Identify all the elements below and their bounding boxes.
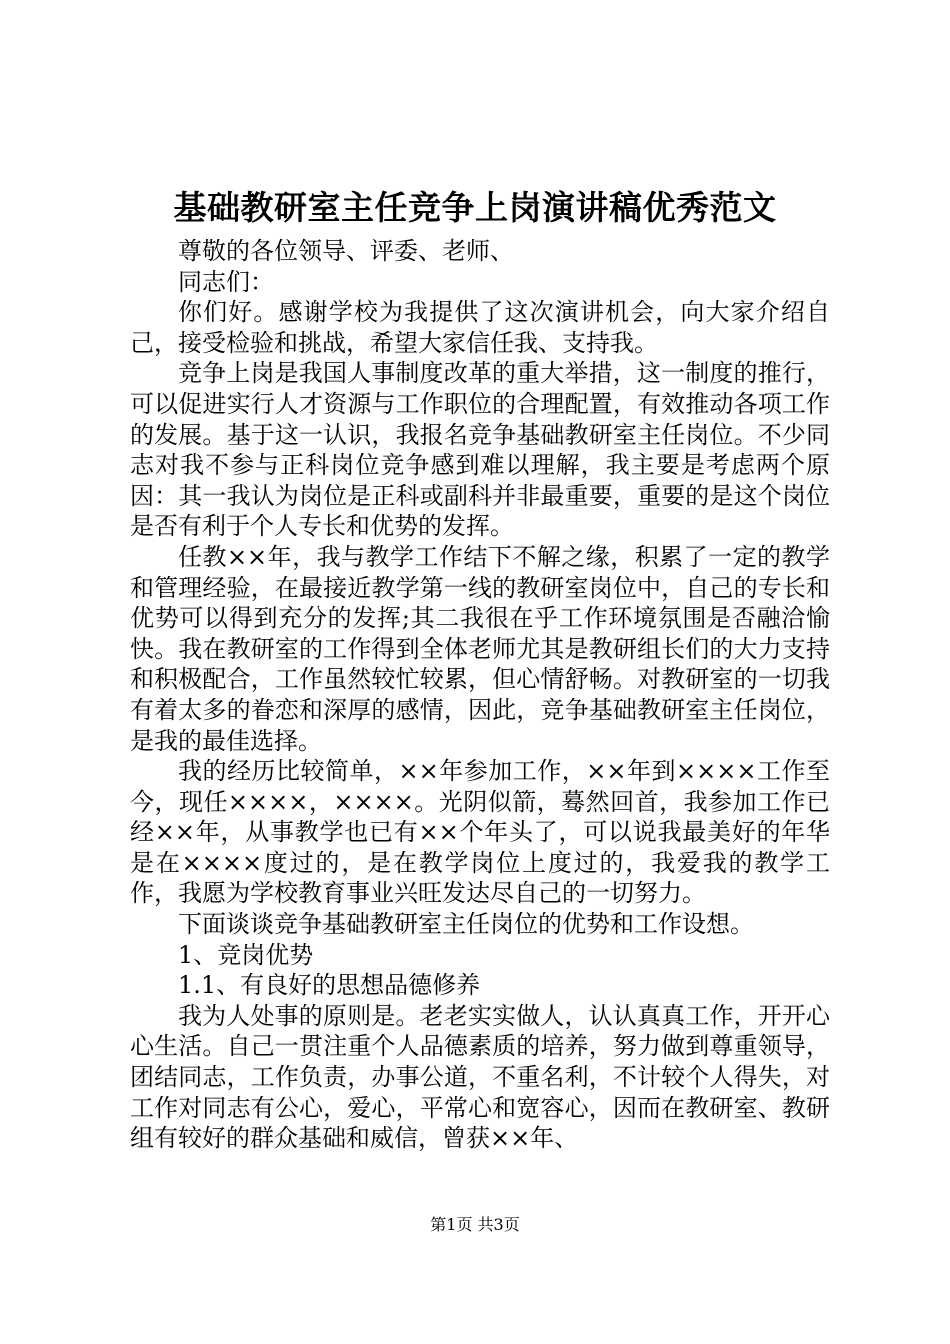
- body-paragraph: 下面谈谈竞争基础教研室主任岗位的优势和工作设想。: [178, 910, 754, 939]
- body-paragraph: 任教××年，我与教学工作结下不解之缘，积累了一定的教学和管理经验，在最接近教学第一线的教研室岗位中，自己的专长和优势可以得到充分的发挥;其二我很在乎工作环境氛围是否融洽愉快。我在教研室的工作得到全体老师尤其是教研组长们的大力支持和积极配合，工作虽然较忙较累，但心情舒畅。对教研室的一切我有着太多的眷恋和深厚的感情，因此，竞争基础教研室主任岗位，是我的最佳选择。: [130, 542, 830, 755]
- section-heading: 1、竞岗优势: [178, 940, 314, 969]
- body-paragraph: 我为人处事的原则是。老老实实做人，认认真真工作，开开心心生活。自己一贯注重个人品德素质的培养，努力做到尊重领导，团结同志，工作负责，办事公道，不重名利，不计较个人得失，对工作对同志有公心，爱心，平常心和宽容心，因而在教研室、教研组有较好的群众基础和威信，曾获××年、: [130, 1001, 830, 1153]
- page-footer: 第1页 共3页: [430, 1215, 520, 1234]
- document-title: 基础教研室主任竞争上岗演讲稿优秀范文: [173, 188, 777, 227]
- salutation-line: 同志们：: [178, 267, 274, 296]
- body-paragraph: 我的经历比较简单，××年参加工作，××年到××××工作至今，现任××××，××××。光阴似箭，蓦然回首，我参加工作已经××年，从事教学也已有××个年头了，可以说我最美好的年华是在××××度过的，是在教学岗位上度过的，我爱我的教学工作，我愿为学校教育事业兴旺发达尽自己的一切努力。: [130, 757, 830, 908]
- body-paragraph: 竞争上岗是我国人事制度改革的重大举措，这一制度的推行，可以促进实行人才资源与工作职位的合理配置，有效推动各项工作的发展。基于这一认识，我报名竞争基础教研室主任岗位。不少同志对我不参与正科岗位竞争感到难以理解，我主要是考虑两个原因：其一我认为岗位是正科或副科并非最重要，重要的是这个岗位是否有利于个人专长和优势的发挥。: [130, 359, 830, 541]
- document-body: [130, 236, 830, 1154]
- body-paragraph: 你们好。感谢学校为我提供了这次演讲机会，向大家介绍自己，接受检验和挑战，希望大家信任我、支持我。: [130, 298, 830, 357]
- subsection-heading: 1.1、有良好的思想品德修养: [178, 971, 481, 1000]
- salutation-line: 尊敬的各位领导、评委、老师、: [178, 237, 514, 265]
